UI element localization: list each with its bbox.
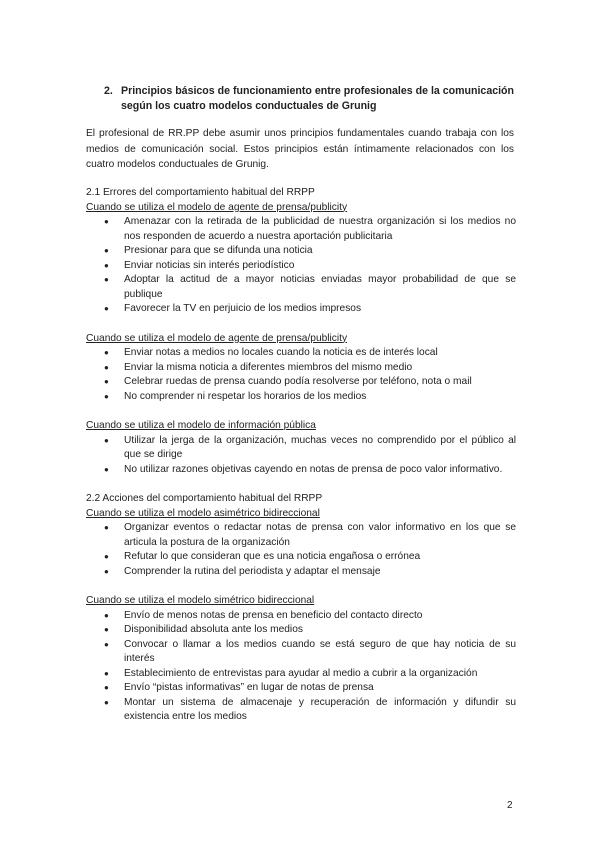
list-item: ● No comprender ni respetar los horarios de los medios (86, 390, 516, 405)
heading-number: 2. (104, 85, 113, 97)
list-item: ● Favorecer la TV en perjuicio de los medios impresos (86, 302, 516, 317)
section-title: 2.1 Errores del comportamiento habitual del RRPP (86, 187, 315, 198)
list-item: ● Utilizar la jerga de la organización, muchas veces no comprendido por el público al que se dirige (86, 434, 516, 463)
list-item: ● No utilizar razones objetivas cayendo en notas de prensa de poco valor informativo. (86, 463, 516, 478)
subsection-label: Cuando se utiliza el modelo de agente de prensa/publicity (86, 332, 348, 344)
intro-paragraph: El profesional de RR.PP debe asumir unos principios fundamentales cuando trabaja con los medios de comunicación social. Estos principios están íntimamente relacionados con los cuatro modelos conductuales de Grunig. (86, 128, 514, 170)
section-2-1 (86, 186, 516, 477)
section-2-2 (86, 492, 516, 725)
section-title: 2.2 Acciones del comportamiento habitual del RRPP (86, 493, 323, 504)
list-item: ● Presionar para que se difunda una noticia (86, 244, 516, 259)
list-item: ● Enviar notas a medios no locales cuando la noticia es de interés local (86, 346, 516, 361)
heading-text: Principios básicos de funcionamiento entre profesionales de la comunicación según los cuatro modelos conductuales de Grunig (121, 85, 514, 112)
list-item: ● Convocar o llamar a los medios cuando se está seguro de que hay noticia de su interés (86, 638, 516, 667)
list-item: ● Amenazar con la retirada de la publicidad de nuestra organización si los medios no nos responden de acuerdo a nuestra aportación publicitaria (86, 215, 516, 244)
list-item: ● Comprender la rutina del periodista y adaptar el mensaje (86, 565, 516, 580)
list-item: ● Envío “pistas informativas” en lugar de notas de prensa (86, 681, 516, 696)
bullet-list (86, 215, 516, 317)
list-item: ● Enviar noticias sin interés periodístico (86, 259, 516, 274)
list-item: ● Montar un sistema de almacenaje y recuperación de información y difundir su existencia entre los medios (86, 696, 516, 725)
bullet-list (86, 346, 516, 404)
subsection-label: Cuando se utiliza el modelo de información pública (86, 420, 316, 431)
list-item: ● Adoptar la actitud de a mayor noticias enviadas mayor probabilidad de que se publique (86, 273, 516, 302)
subsection-label: Cuando se utiliza el modelo de agente de prensa/publicity (86, 201, 348, 213)
bullet-list (86, 609, 516, 725)
list-item: ● Envío de menos notas de prensa en beneficio del contacto directo (86, 609, 516, 624)
list-item: ● Refutar lo que consideran que es una noticia engañosa o errónea (86, 550, 516, 565)
list-item: ● Organizar eventos o redactar notas de prensa con valor informativo en los que se articula la postura de la organización (86, 521, 516, 550)
subsection-label: Cuando se utiliza el modelo asimétrico bidireccional (86, 507, 320, 519)
bullet-list (86, 434, 516, 478)
subsection-label: Cuando se utiliza el modelo simétrico bidireccional (86, 595, 315, 606)
list-item: ● Celebrar ruedas de prensa cuando podía resolverse por teléfono, nota o mail (86, 375, 516, 390)
list-item: ● Establecimiento de entrevistas para ayudar al medio a cubrir a la organización (86, 667, 516, 682)
list-item: ● Disponibilidad absoluta ante los medios (86, 623, 516, 638)
page-number: 2 (507, 800, 513, 811)
bullet-list (86, 521, 516, 579)
list-item: ● Enviar la misma noticia a diferentes miembros del mismo medio (86, 361, 516, 376)
section-heading (104, 84, 514, 114)
